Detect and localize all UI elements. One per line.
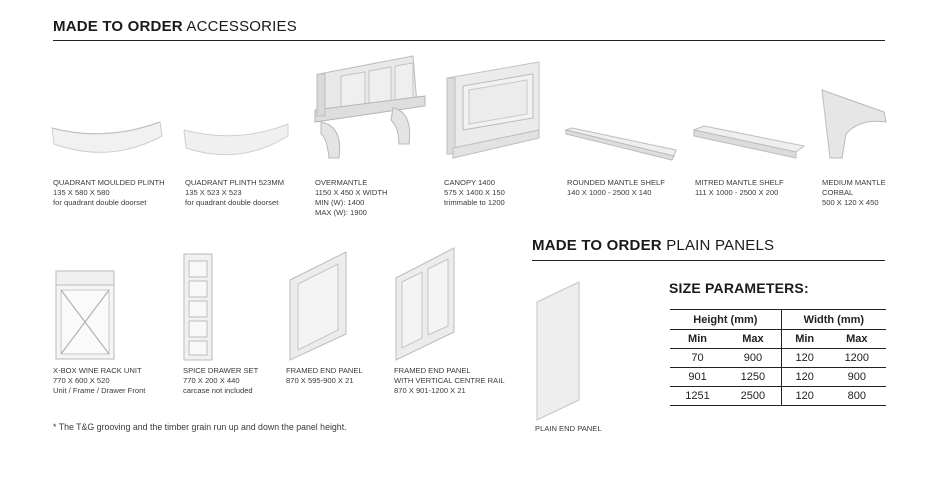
size-parameters-table: [670, 309, 886, 406]
caption-quadrant-moulded-plinth: QUADRANT MOULDED PLINTH 135 X 580 X 580 for quadrant double doorset: [53, 178, 165, 207]
caption-rounded-mantle-shelf: ROUNDED MANTLE SHELF 140 X 1000 - 2500 X 140: [567, 178, 665, 197]
width-min-cell: 120: [781, 368, 827, 387]
width-min-header: Min: [781, 330, 827, 349]
accessories-divider: [53, 40, 885, 41]
caption-overmantle: OVERMANTLE 1150 X 450 X WIDTH MIN (W): 1400 MAX (W): 1900: [315, 178, 388, 217]
width-min-cell: 120: [781, 387, 827, 406]
height-min-cell: 70: [670, 349, 725, 368]
height-max-cell: 1250: [725, 368, 781, 387]
height-max-header: Max: [725, 330, 781, 349]
framed-end-panel-image: [288, 250, 348, 362]
height-min-header: Min: [670, 330, 725, 349]
framed-end-panel-centre-rail-image: [394, 246, 456, 362]
table-row: [670, 387, 886, 406]
quadrant-moulded-plinth-image: [50, 120, 165, 165]
width-max-header: Max: [828, 330, 886, 349]
caption-plain-end-panel: PLAIN END PANEL: [535, 424, 602, 433]
height-min-cell: 901: [670, 368, 725, 387]
caption-framed-end-panel: FRAMED END PANEL 870 X 595-900 X 21: [286, 366, 363, 385]
width-group-header: Width (mm): [781, 310, 886, 330]
caption-x-box-wine-rack: X-BOX WINE RACK UNIT 770 X 600 X 520 Unit / Frame / Drawer Front: [53, 366, 146, 395]
width-max-cell: 1200: [828, 349, 886, 368]
caption-medium-mantle-corbal: MEDIUM MANTLE CORBAL 500 X 120 X 450: [822, 178, 886, 207]
size-parameters-title: SIZE PARAMETERS:: [669, 280, 809, 296]
spice-drawer-set-image: [183, 253, 213, 361]
width-min-cell: 120: [781, 349, 827, 368]
rounded-mantle-shelf-image: [564, 126, 678, 162]
accessories-heading: MADE TO ORDER ACCESSORIES: [53, 18, 297, 35]
caption-quadrant-plinth: QUADRANT PLINTH 523MM 135 X 523 X 523 for quadrant double doorset: [185, 178, 285, 207]
height-group-header: Height (mm): [670, 310, 781, 330]
caption-framed-end-panel-centre-rail: FRAMED END PANEL WITH VERTICAL CENTRE RAIL 870 X 901-1200 X 21: [394, 366, 505, 395]
footnote: * The T&G grooving and the timber grain run up and down the panel height.: [53, 422, 347, 432]
caption-canopy: CANOPY 1400 575 X 1400 X 150 trimmable to 1200: [444, 178, 505, 207]
height-max-cell: 900: [725, 349, 781, 368]
plain-end-panel-image: [535, 280, 581, 422]
height-min-cell: 1251: [670, 387, 725, 406]
x-box-wine-rack-image: [55, 270, 115, 360]
width-max-cell: 800: [828, 387, 886, 406]
canopy-image: [443, 58, 543, 160]
table-row: [670, 368, 886, 387]
medium-mantle-corbal-image: [820, 88, 888, 160]
caption-spice-drawer-set: SPICE DRAWER SET 770 X 200 X 440 carcase not included: [183, 366, 259, 395]
quadrant-plinth-image: [182, 122, 292, 167]
width-max-cell: 900: [828, 368, 886, 387]
mitred-mantle-shelf-image: [692, 124, 806, 160]
plain-panels-divider: [532, 260, 885, 261]
plain-panels-heading: MADE TO ORDER PLAIN PANELS: [532, 237, 775, 254]
height-max-cell: 2500: [725, 387, 781, 406]
table-row: [670, 349, 886, 368]
overmantle-image: [313, 54, 428, 160]
caption-mitred-mantle-shelf: MITRED MANTLE SHELF 111 X 1000 - 2500 X 200: [695, 178, 784, 197]
